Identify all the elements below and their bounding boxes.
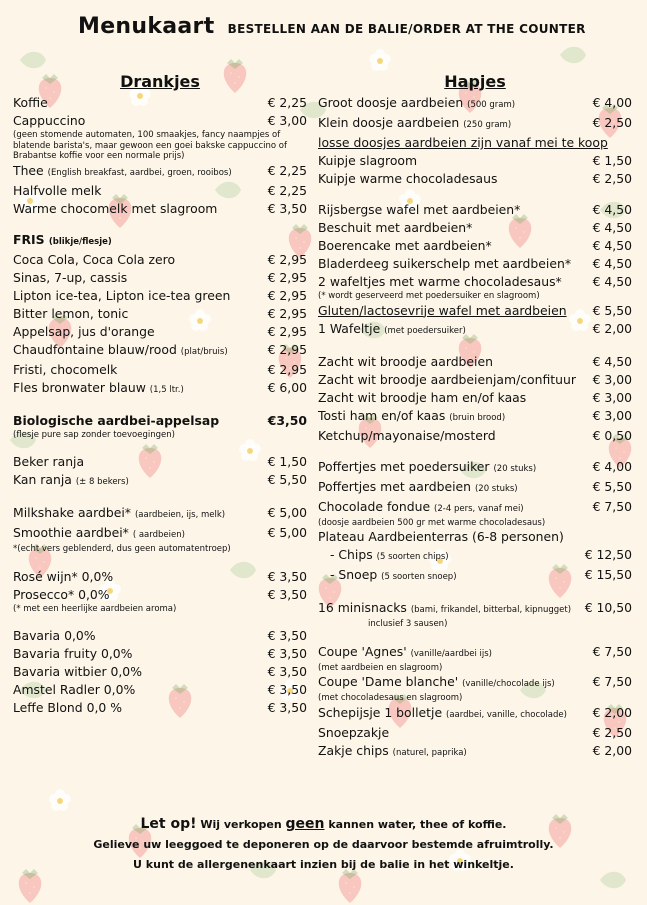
menu-item-detail: (2-4 pers, vanaf mei) (434, 503, 524, 514)
section-spacer (13, 218, 307, 231)
menu-item-price: € 3,00 (267, 113, 307, 128)
menu-item-label: Poffertjes met poedersuiker (318, 458, 490, 474)
menu-item-price: € 4,50 (592, 202, 632, 217)
menu-item-detail: (500 gram) (467, 100, 516, 110)
menu-item-label: Chaudfontaine blauw/rood (13, 341, 177, 357)
menu-item-name (13, 586, 110, 604)
menu-item-name (13, 305, 128, 323)
menu-item (13, 305, 307, 323)
menu-item-label: Rosé wijn* 0,0% (13, 568, 114, 584)
menu-item-price: € 2,00 (592, 320, 632, 336)
menu-item-price: € 2,95 (267, 305, 307, 321)
menu-item (13, 251, 307, 269)
menu-item-price: € 2,95 (267, 323, 307, 339)
menu-item-detail: (English breakfast, aardbei, groen, rooibos) (47, 167, 232, 178)
menu-item-price: € 5,00 (267, 505, 307, 520)
menu-item-price: € 3,00 (592, 407, 632, 423)
menu-item (13, 681, 307, 699)
menu-item-name (318, 201, 520, 219)
menu-item-name (318, 599, 571, 619)
menu-item-label: Cappuccino (13, 113, 86, 128)
menu-item-price: € 2,25 (267, 162, 307, 178)
menu-note: (* met een heerlijke aardbeien aroma) (13, 603, 177, 614)
section-spacer (13, 614, 307, 627)
menu-item-price: € 1,50 (592, 153, 632, 168)
menu-item-label: Smoothie aardbei* (13, 525, 129, 540)
menu-item (318, 302, 632, 320)
menu-item (13, 663, 307, 681)
menu-item-price: € 2,00 (592, 704, 632, 720)
menu-item-label: Coupe 'Agnes' (318, 643, 407, 659)
menu-item-name (318, 643, 492, 663)
menu-item-name (13, 94, 48, 112)
menu-item (318, 704, 632, 724)
menu-item-label: Beker ranja (13, 454, 85, 469)
menu-item-name (13, 379, 184, 399)
section-spacer (13, 555, 307, 568)
menu-item (318, 742, 632, 762)
menu-item-price: € 3,50 (267, 586, 307, 602)
menu-item-name (318, 673, 555, 693)
menu-item (318, 152, 632, 170)
drankjes-heading: Drankjes (120, 72, 200, 91)
menu-item-detail: (20 stuks) (493, 463, 537, 474)
menu-item-name (318, 528, 564, 546)
menu-item-price: € 4,00 (592, 458, 632, 474)
menu-item-name (13, 663, 142, 681)
hapjes-list (318, 94, 632, 762)
menu-item-price: € 2,25 (267, 95, 307, 110)
menu-item (318, 643, 632, 663)
menu-item (13, 182, 307, 200)
menu-item-name (13, 182, 101, 200)
footer-line-2: Gelieve uw leeggoed te deponeren op de daarvoor bestemde afruimtrolly. (93, 838, 554, 851)
menu-item (318, 528, 632, 546)
section-spacer (13, 491, 307, 504)
menu-item-label: Zacht wit broodje aardbeienjam/confituur (318, 371, 576, 387)
section-spacer (13, 399, 307, 412)
menu-item-name (318, 255, 571, 273)
menu-item-label: Appelsap, jus d'orange (13, 323, 155, 339)
menu-item-detail: (plat/bruis) (180, 346, 228, 357)
menu-item-price: € 3,50 (267, 682, 307, 697)
menu-item-name (13, 231, 112, 251)
menu-item-label: Warme chocomelk met slagroom (13, 200, 218, 216)
menu-item-price: € 4,50 (592, 353, 632, 369)
menu-item (318, 273, 632, 291)
menu-item-price: € 2,00 (592, 742, 632, 758)
menu-item-name (318, 170, 497, 188)
menu-item-label: losse doosjes aardbeien zijn vanaf mei te koop (318, 135, 608, 150)
menu-item-price: € 6,00 (267, 379, 307, 395)
menu-item-detail: (vanille/chocolade ijs) (462, 679, 555, 689)
menu-item-detail: (20 stuks) (474, 483, 518, 494)
menu-item-label: Kuipje slagroom (318, 153, 418, 168)
menu-item-label: Leffe Blond 0,0 % (13, 700, 123, 715)
menu-item-name (13, 162, 232, 182)
menu-item-label: Thee (13, 162, 44, 178)
menu-item-label: Bavaria 0,0% (13, 628, 96, 643)
menu-item (13, 412, 307, 430)
menu-item (318, 320, 632, 340)
menu-item (318, 94, 632, 114)
menu-item-name (13, 251, 175, 269)
menu-note: (* wordt geserveerd met poedersuiker en slagroom) (318, 291, 540, 301)
menu-item (13, 586, 307, 604)
menu-note: (met aardbeien en slagroom) (318, 662, 443, 673)
menu-item-name (13, 287, 230, 305)
menu-item (318, 371, 632, 389)
menu-item-name (318, 478, 518, 498)
menu-item-name (318, 389, 526, 407)
menu-item-name (13, 699, 122, 717)
menu-item (318, 498, 632, 518)
menu-item-label: Kan ranja (13, 472, 72, 487)
menu-item-label: Beschuit met aardbeien* (318, 220, 473, 235)
menu-item (13, 361, 307, 379)
menu-item-name (318, 566, 457, 586)
menu-item-price: € 4,50 (592, 274, 632, 289)
menu-item-price: € 2,50 (592, 115, 632, 130)
menu-item-price: € 5,50 (267, 472, 307, 487)
menu-item (318, 458, 632, 478)
menu-item-price: € 12,50 (584, 547, 632, 562)
menu-item-label: Bladerdeeg suikerschelp met aardbeien* (318, 256, 572, 271)
menu-item-name (318, 134, 608, 152)
menu-item-detail: (bruin brood) (449, 412, 506, 423)
menu-item-detail: (bami, frikandel, bitterbal, kipnugget) (410, 605, 572, 615)
menu-item-label: Koffie (13, 95, 48, 110)
menu-item-price: € 3,50 (267, 568, 307, 584)
menu-item-label: - Chips (330, 547, 373, 562)
menu-item-detail: ( aardbeien) (132, 530, 185, 540)
drankjes-list (13, 94, 307, 717)
menu-item-detail: (5 soorten chips) (376, 552, 449, 562)
menu-item-label: Tosti ham en/of kaas (318, 407, 446, 423)
menu-item-name (13, 112, 85, 130)
menu-item (318, 566, 632, 586)
menu-item (13, 112, 307, 130)
menu-item-name (13, 568, 113, 586)
menu-item-price: € 2,95 (267, 361, 307, 377)
menu-item-name (318, 407, 505, 427)
menu-item (318, 114, 632, 134)
menu-note: (doosje aardbeien 500 gr met warme chocoladesaus) (318, 517, 546, 528)
menu-item-price: € 1,50 (267, 454, 307, 469)
menu-item-name (318, 724, 389, 742)
menu-item-name (13, 412, 219, 430)
menu-item-detail: (vanille/aardbei ijs) (410, 648, 492, 659)
menu-item-price: € 3,00 (592, 371, 632, 387)
menu-item (318, 427, 632, 445)
menu-item (13, 323, 307, 341)
menu-item-price: € 5,00 (267, 525, 307, 540)
menu-item-label: Ketchup/mayonaise/mosterd (318, 427, 496, 443)
menu-item (318, 170, 632, 188)
menu-title: Menukaart (78, 14, 215, 39)
menu-item-detail: (aardbei, vanille, chocolade) (446, 709, 567, 720)
footer-letop: Let op! (140, 816, 197, 832)
menu-item (318, 389, 632, 407)
menu-item-price: € 3,00 (592, 389, 632, 405)
menu-item-name (318, 273, 562, 291)
menu-item-label: Biologische aardbei-appelsap (13, 412, 220, 428)
menu-item-price: € 0,50 (592, 427, 632, 443)
menu-item (318, 724, 632, 742)
menu-item (318, 478, 632, 498)
menu-item-name (13, 341, 228, 361)
menu-item-label: Zacht wit broodje aardbeien (318, 353, 493, 369)
hapjes-column (318, 70, 632, 762)
menu-item-name (13, 627, 96, 645)
footer-geen: geen (285, 816, 325, 832)
menu-item-price: € 7,50 (592, 498, 632, 514)
menu-item-label: Bavaria fruity 0,0% (13, 646, 133, 661)
menu-item-name (13, 200, 217, 218)
menu-item (13, 200, 307, 218)
hapjes-heading: Hapjes (444, 72, 506, 91)
menu-item (13, 504, 307, 524)
menu-item-name (13, 323, 155, 341)
menu-item-label: Sinas, 7-up, cassis (13, 269, 128, 285)
menu-item (318, 353, 632, 371)
menu-item-name (318, 546, 449, 566)
menu-item-label: Lipton ice-tea, Lipton ice-tea green (13, 287, 231, 303)
menu-item-name (318, 94, 515, 114)
menu-note: inclusief 3 sausen) (368, 619, 448, 629)
menu-item-price: € 3,50 (267, 700, 307, 715)
section-spacer (318, 586, 632, 599)
menu-item-detail: (5 soorten snoep) (381, 572, 457, 582)
footer-line-1 (0, 814, 647, 835)
menu-item-name (318, 302, 567, 320)
section-spacer (318, 445, 632, 458)
section-spacer (318, 188, 632, 201)
menu-item-label: Coca Cola, Coca Cola zero (13, 251, 176, 267)
menu-item-label: Prosecco* 0,0% (13, 586, 110, 602)
menu-item-name (13, 681, 135, 699)
menu-note: *(echt vers geblenderd, dus geen automatentroep) (13, 544, 231, 554)
menu-item-label: 2 wafeltjes met warme chocoladesaus* (318, 274, 562, 289)
menu-item-price: € 7,50 (592, 643, 632, 659)
menu-item-label: Milkshake aardbei* (13, 505, 132, 520)
menu-item-label: Plateau Aardbeienterras (6-8 personen) (318, 529, 564, 544)
menu-item-label: Klein doosje aardbeien (318, 115, 460, 130)
menu-item (13, 269, 307, 287)
menu-item-name (318, 353, 493, 371)
menu-item-label: Chocolade fondue (318, 498, 431, 514)
menu-item (318, 407, 632, 427)
menu-item (318, 599, 632, 619)
menu-note: (flesje pure sap zonder toevoegingen) (13, 429, 175, 440)
menu-note: (geen stomende automaten, 100 smaakjes, fancy naampjes of blatende barista's, maar gewoon een goei bakske cappuccino of Brabantse koffie voor een normale prijs) (13, 130, 287, 161)
menu-item-name (13, 269, 127, 287)
menu-item-name (13, 524, 185, 544)
menu-item (318, 201, 632, 219)
menu-item-price: € 15,50 (584, 567, 632, 582)
menu-item-price: € 3,50 (267, 646, 307, 661)
menu-item-name (13, 645, 132, 663)
menu-item (13, 524, 307, 544)
footer-line-1a: Wij verkopen (200, 818, 282, 831)
menu-item-price: € 4,50 (592, 220, 632, 235)
menu-item-label: Gluten/lactosevrije wafel met aardbeien (318, 302, 567, 318)
menu-item-label: Zakje chips (318, 742, 389, 758)
footer-line-1b: kannen water, thee of koffie. (328, 818, 507, 831)
menu-item-name (13, 453, 84, 471)
menu-note: (met chocoladesaus en slagroom) (318, 693, 463, 703)
menu-item-label: 1 Wafeltje (318, 320, 381, 336)
menu-item-name (318, 152, 417, 170)
drankjes-column (13, 70, 307, 717)
menu-item (13, 94, 307, 112)
menu-item-label: Amstel Radler 0,0% (13, 682, 136, 697)
menu-item-price: € 2,95 (267, 251, 307, 267)
menu-item-name (13, 471, 129, 491)
footer-notice (0, 814, 647, 875)
menu-item-name (13, 361, 117, 379)
menu-item-name (318, 704, 567, 724)
section-spacer (318, 630, 632, 643)
menu-item-label: Fles bronwater blauw (13, 379, 146, 395)
menu-item-price: € 7,50 (592, 674, 632, 689)
menu-item (13, 645, 307, 663)
menu-item-label: Poffertjes met aardbeien (318, 478, 472, 494)
menu-item-label: 16 minisnacks (318, 600, 407, 615)
menu-item (13, 287, 307, 305)
menu-item-label: Bitter lemon, tonic (13, 305, 129, 321)
menu-item-price: € 2,50 (592, 724, 632, 740)
menu-subtitle: BESTELLEN AAN DE BALIE/ORDER AT THE COUNTER (227, 22, 586, 36)
menu-item-detail: (250 gram) (463, 120, 512, 130)
menu-item (13, 471, 307, 491)
menu-item-price: € 4,50 (592, 256, 632, 271)
menu-item-name (318, 114, 511, 134)
menu-item-name (318, 427, 496, 445)
menu-item-name (318, 320, 466, 340)
menu-item-price: € 2,95 (267, 287, 307, 303)
menu-item-name (318, 742, 467, 762)
menu-item-price: € 5,50 (592, 478, 632, 494)
menu-item-label: Snoepzakje (318, 724, 390, 740)
menu-item (13, 568, 307, 586)
menu-item (13, 379, 307, 399)
menu-item-price: € 5,50 (592, 302, 632, 318)
menu-item-name (318, 371, 576, 389)
menu-item-name (318, 219, 472, 237)
menu-item-label: Zacht wit broodje ham en/of kaas (318, 389, 527, 405)
menu-item-price: € 2,95 (267, 341, 307, 357)
menu-item-label: Kuipje warme chocoladesaus (318, 171, 498, 186)
footer-line-3: U kunt de allergenenkaart inzien bij de balie in het winkeltje. (133, 858, 514, 871)
menu-item (318, 237, 632, 255)
menu-item-label: Bavaria witbier 0,0% (13, 664, 142, 679)
menu-item-name (318, 458, 536, 478)
menu-item-label: Schepijsje 1 bolletje (318, 704, 443, 720)
menu-item-label: Fristi, chocomelk (13, 361, 118, 377)
menu-item-name (13, 504, 225, 524)
menu-item-price: € 10,50 (584, 600, 632, 615)
menu-item-label: Coupe 'Dame blanche' (318, 674, 459, 689)
section-spacer (13, 440, 307, 453)
menu-item (13, 699, 307, 717)
menu-item (13, 162, 307, 182)
menu-item (318, 219, 632, 237)
menu-item-label: FRIS (13, 231, 45, 247)
menu-item-detail: (1,5 ltr.) (149, 384, 184, 395)
menu-item-price: € 4,50 (592, 238, 632, 253)
menu-item-price: € 3,50 (267, 628, 307, 643)
menu-item (13, 231, 307, 251)
menu-item (318, 134, 632, 152)
menu-item-price: € 3,50 (267, 200, 307, 216)
section-spacer (318, 340, 632, 353)
menu-item-detail: (± 8 bekers) (75, 477, 129, 487)
menu-item (318, 673, 632, 693)
menu-item-label: Groot doosje aardbeien (318, 95, 464, 110)
menu-item-price: €3,50 (267, 412, 307, 428)
menu-item-label: Halfvolle melk (13, 182, 102, 198)
menu-item-price: € 2,25 (267, 182, 307, 198)
menu-item-price: € 2,95 (267, 269, 307, 285)
menu-item-price: € 4,00 (592, 95, 632, 110)
menu-item (13, 627, 307, 645)
menu-item-price: € 2,50 (592, 171, 632, 186)
menu-item-label: - Snoep (330, 567, 378, 582)
menu-item (13, 453, 307, 471)
menu-item-label: Rijsbergse wafel met aardbeien* (318, 202, 521, 217)
menu-item-name (318, 237, 492, 255)
menu-item-detail: (met poedersuiker) (384, 325, 466, 336)
menu-item-detail: (aardbeien, ijs, melk) (134, 510, 226, 520)
menu-header (78, 14, 586, 39)
menu-item (13, 341, 307, 361)
menu-item-label: Boerencake met aardbeien* (318, 238, 492, 253)
menu-item (318, 255, 632, 273)
menu-item-price: € 3,50 (267, 664, 307, 679)
menu-item-detail: (naturel, paprika) (392, 747, 467, 758)
menu-item-detail: (blikje/flesje) (48, 236, 112, 247)
menu-item-name (318, 498, 524, 518)
menu-item (318, 546, 632, 566)
